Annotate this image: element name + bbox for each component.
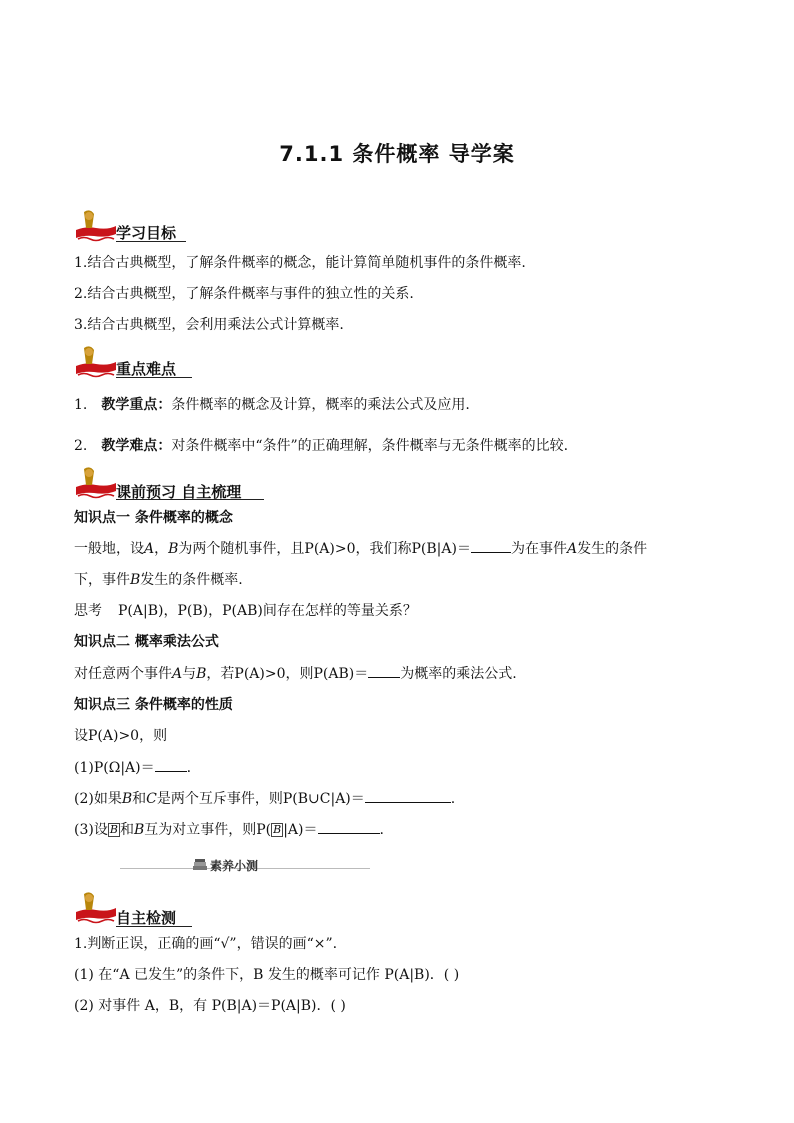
divider-label: 素养小测 — [210, 859, 259, 873]
expr-PA: P(A)>0 — [234, 666, 286, 682]
answer-blank[interactable] — [318, 821, 380, 834]
text: 发生的条件 — [577, 541, 648, 557]
section-underline — [116, 499, 264, 500]
section-badge-icon — [72, 344, 118, 378]
think-text: P(A|B)，P(B)，P(AB)间存在怎样的等量关系？ — [118, 603, 417, 619]
text: 下，事件 — [74, 572, 130, 588]
expr-PA: P(A)>0 — [88, 728, 140, 744]
expr: |A)＝ — [283, 822, 318, 838]
k3-item-3 — [74, 819, 384, 839]
var-B: B — [168, 541, 179, 557]
expr: P(Ω|A)＝ — [93, 760, 155, 776]
text: ，我们称 — [355, 541, 412, 557]
k3-item-2 — [74, 788, 455, 808]
goal-item-2: 2.结合古典概型，了解条件概率与事件的独立性的关系. — [74, 286, 414, 302]
section-badge-icon — [72, 465, 118, 499]
k1-think — [74, 600, 417, 620]
text: (1) — [74, 760, 94, 776]
key-point-label: 教学难点： — [101, 438, 172, 454]
text: 为在事件 — [510, 541, 567, 557]
text: 和 — [132, 791, 147, 807]
var-B: B — [121, 791, 133, 807]
expr-PAB: P(AB)＝ — [313, 666, 369, 682]
section-underline — [116, 926, 192, 927]
expr-PBA: P(B|A)＝ — [411, 541, 471, 557]
var-B: B — [133, 822, 145, 838]
answer-blank[interactable] — [368, 665, 400, 678]
var-A: A — [144, 541, 155, 557]
text: ，若 — [206, 666, 235, 682]
knowledge-heading-text: 知识点一 条件概率的概念 — [74, 510, 233, 526]
answer-blank[interactable] — [155, 759, 187, 772]
var-B: B — [130, 572, 141, 588]
text: 设 — [74, 728, 88, 744]
var-C: C — [146, 791, 157, 807]
knowledge-heading-3 — [74, 694, 233, 714]
key-point-num: 2. — [74, 438, 88, 454]
expr: P( — [256, 822, 272, 838]
answer-blank[interactable] — [365, 790, 451, 803]
text: 发生的条件概率. — [140, 572, 243, 588]
section-title-preview: 课前预习 自主梳理 — [116, 483, 242, 501]
section-badge-icon — [72, 208, 118, 242]
goal-item-1: 1.结合古典概型，了解条件概率的概念，能计算简单随机事件的条件概率. — [74, 255, 526, 271]
knowledge-heading-1 — [74, 507, 233, 527]
k2-paragraph — [74, 663, 517, 683]
complement-B-symbol: B — [273, 823, 282, 836]
var-A: A — [172, 666, 183, 682]
section-underline — [116, 241, 186, 242]
section-badge-icon — [72, 890, 118, 924]
k3-item-1 — [74, 757, 191, 777]
section-title-key: 重点难点 — [116, 360, 177, 378]
knowledge-heading-text: 知识点三 条件概率的性质 — [74, 697, 233, 713]
check-instruction: 1.判断正误，正确的画“√”，错误的画“×”. — [74, 936, 338, 952]
key-point-text: 对条件概率中“条件”的正确理解，条件概率与无条件概率的比较. — [171, 438, 569, 454]
text: ，则 — [285, 666, 314, 682]
text: 为两个随机事件，且 — [178, 541, 305, 557]
check-item-2: (2) 对事件 A，B，有 P(B|A)＝P(A|B)．( ) — [74, 998, 346, 1014]
key-point-2 — [74, 435, 568, 455]
var-B: B — [196, 666, 207, 682]
expr-PA: P(A)>0 — [304, 541, 356, 557]
knowledge-heading-2 — [74, 631, 219, 651]
think-label: 思考 — [74, 603, 102, 619]
section-underline — [116, 377, 192, 378]
key-point-text: 条件概率的概念及计算，概率的乘法公式及应用. — [171, 397, 470, 413]
key-point-num: 1. — [74, 397, 88, 413]
var-A: A — [566, 541, 578, 557]
text: . — [450, 791, 456, 807]
complement-B-symbol: B — [109, 823, 118, 836]
text: . — [379, 822, 384, 838]
expr: P(B∪C|A)＝ — [282, 791, 365, 807]
k1-paragraph-line2 — [74, 569, 243, 589]
text: 为概率的乘法公式. — [400, 666, 517, 682]
text: ， — [154, 541, 169, 557]
check-item-1: (1) 在“A 已发生”的条件下，B 发生的概率可记作 P(A|B)．( ) — [74, 967, 460, 983]
key-point-label: 教学重点： — [101, 397, 172, 413]
text: 对任意两个事件 — [74, 666, 172, 682]
page-title: 7.1.1 条件概率 导学案 — [279, 142, 515, 166]
answer-blank[interactable] — [471, 540, 511, 553]
books-icon — [192, 858, 208, 872]
k1-paragraph-line1 — [74, 538, 647, 558]
goal-item-3: 3.结合古典概型，会利用乘法公式计算概率. — [74, 317, 344, 333]
text: 互为对立事件，则 — [144, 822, 257, 838]
text: . — [186, 760, 192, 776]
key-point-1 — [74, 394, 470, 414]
text: 和 — [119, 822, 134, 838]
knowledge-heading-text: 知识点二 概率乘法公式 — [74, 634, 219, 650]
text: (3)设 — [74, 822, 108, 838]
section-title-check: 自主检测 — [116, 909, 177, 927]
k3-condition — [74, 725, 167, 745]
text: 与 — [182, 666, 197, 682]
text: 是两个互斥事件，则 — [156, 791, 283, 807]
text: 一般地，设 — [74, 541, 144, 557]
section-title-goals: 学习目标 — [116, 224, 177, 242]
text: (2)如果 — [74, 791, 122, 807]
text: ，则 — [139, 728, 168, 744]
